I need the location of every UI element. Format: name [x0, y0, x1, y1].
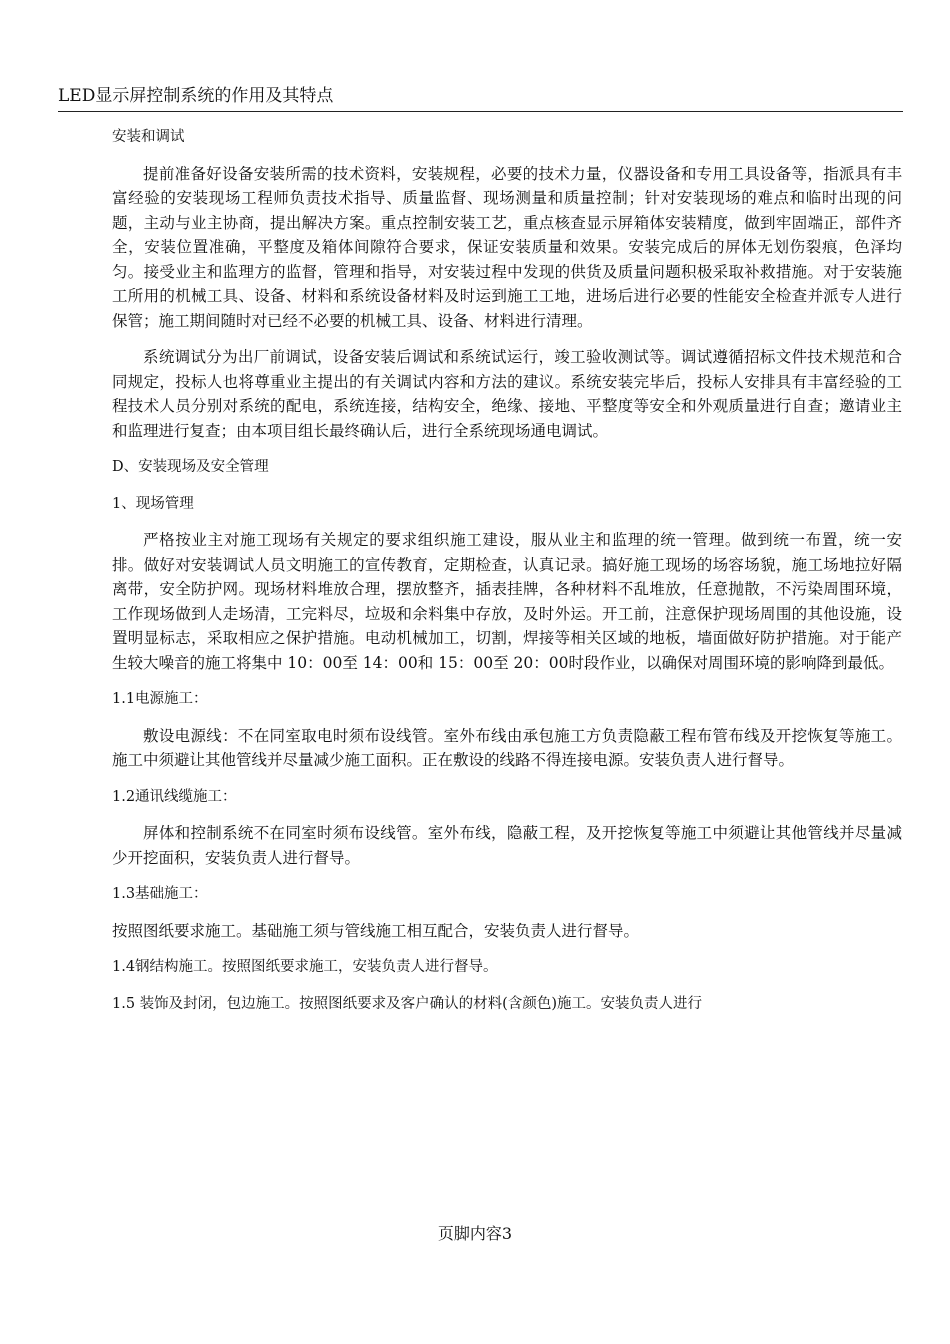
page-header [58, 82, 903, 112]
section-heading-steel: 1.4钢结构施工。按照图纸要求施工，安装负责人进行督导。 [112, 959, 498, 975]
section-heading-site-safety: D、安装现场及安全管理 [112, 459, 269, 475]
paragraph-install-prep: 提前准备好设备安装所需的技术资料，安装规程，必要的技术力量，仪器设备和专用工具设备等，指派具有丰富经验的安装现场工程师负责技术指导、质量监督、现场测量和质量控制；针对安装现场的难点和临时出现的问题，主动与业主协商，提出解决方案。重点控制安装工艺，重点核查显示屏箱体安装精度，做到牢固端正，部件齐全，安装位置准确，平整度及箱体间隙符合要求，保证安装质量和效果。安装完成后的屏体无划伤裂痕，色泽均匀。接受业主和监理方的监督，管理和指导，对安装过程中发现的供货及质量问题积极采取补救措施。对于安装施工所用的机械工具、设备、材料和系统设备材料及时运到施工工地，进场后进行必要的性能安全检查并派专人进行保管；施工期间随时对已经不必要的机械工具、设备、材料进行清理。 [112, 164, 902, 330]
section-heading-foundation: 1.3基础施工： [112, 886, 208, 902]
paragraph-foundation: 按照图纸要求施工。基础施工须与管线施工相互配合，安装负责人进行督导。 [112, 921, 640, 940]
section-heading-site-management: 1、现场管理 [112, 495, 194, 512]
section-heading-comm-cable: 1.2通讯线缆施工： [112, 788, 237, 805]
section-heading-power: 1.1电源施工： [112, 691, 208, 707]
document-title: LED显示屏控制系统的作用及其特点 [58, 86, 334, 106]
footer-text: 页脚内容3 [437, 1224, 513, 1243]
document-body [112, 125, 902, 1028]
section-heading-decoration: 1.5 装饰及封闭，包边施工。按照图纸要求及客户确认的材料(含颜色)施工。安装负责人进行 [112, 995, 702, 1012]
paragraph-power: 敷设电源线：不在同室取电时须布设线管。室外布线由承包施工方负责隐蔽工程布管布线及开挖恢复等施工。施工中须避让其他管线并尽量减少施工面积。正在敷设的线路不得连接电源。安装负责人进行督导。 [112, 726, 902, 769]
page-footer [0, 1222, 950, 1246]
paragraph-system-debug: 系统调试分为出厂前调试，设备安装后调试和系统试运行，竣工验收测试等。调试遵循招标文件技术规范和合同规定，投标人也将尊重业主提出的有关调试内容和方法的建议。系统安装完毕后，投标人安排具有丰富经验的工程技术人员分别对系统的配电，系统连接，结构安全，绝缘、接地、平整度等安全和外观质量进行自查；邀请业主和监理进行复查；由本项目组长最终确认后，进行全系统现场通电调试。 [112, 348, 902, 440]
paragraph-comm-cable: 屏体和控制系统不在同室时须布设线管。室外布线，隐蔽工程，及开挖恢复等施工中须避让其他管线并尽量减少开挖面积，安装负责人进行督导。 [112, 824, 902, 867]
paragraph-site-management: 严格按业主对施工现场有关规定的要求组织施工建设，服从业主和监理的统一管理。做到统一布置，统一安排。做好对安装调试人员文明施工的宣传教育，定期检查，认真记录。搞好施工现场的场容场貌，施工场地拉好隔离带，安全防护网。现场材料堆放合理，摆放整齐，插表挂牌，各种材料不乱堆放，任意抛散，不污染周围环境，工作现场做到人走场清，工完料尽，垃圾和余料集中存放，及时外运。开工前，注意保护现场周围的其他设施，设置明显标志，采取相应之保护措施。电动机械加工，切割，焊接等相关区域的地板，墙面做好防护措施。对于能产生较大噪音的施工将集中 10：00至 14：00和 15：00至 20：00时段作业，以确保对周围环境的影响降到最低。 [112, 531, 902, 672]
section-heading-install-debug: 安装和调试 [112, 129, 185, 145]
